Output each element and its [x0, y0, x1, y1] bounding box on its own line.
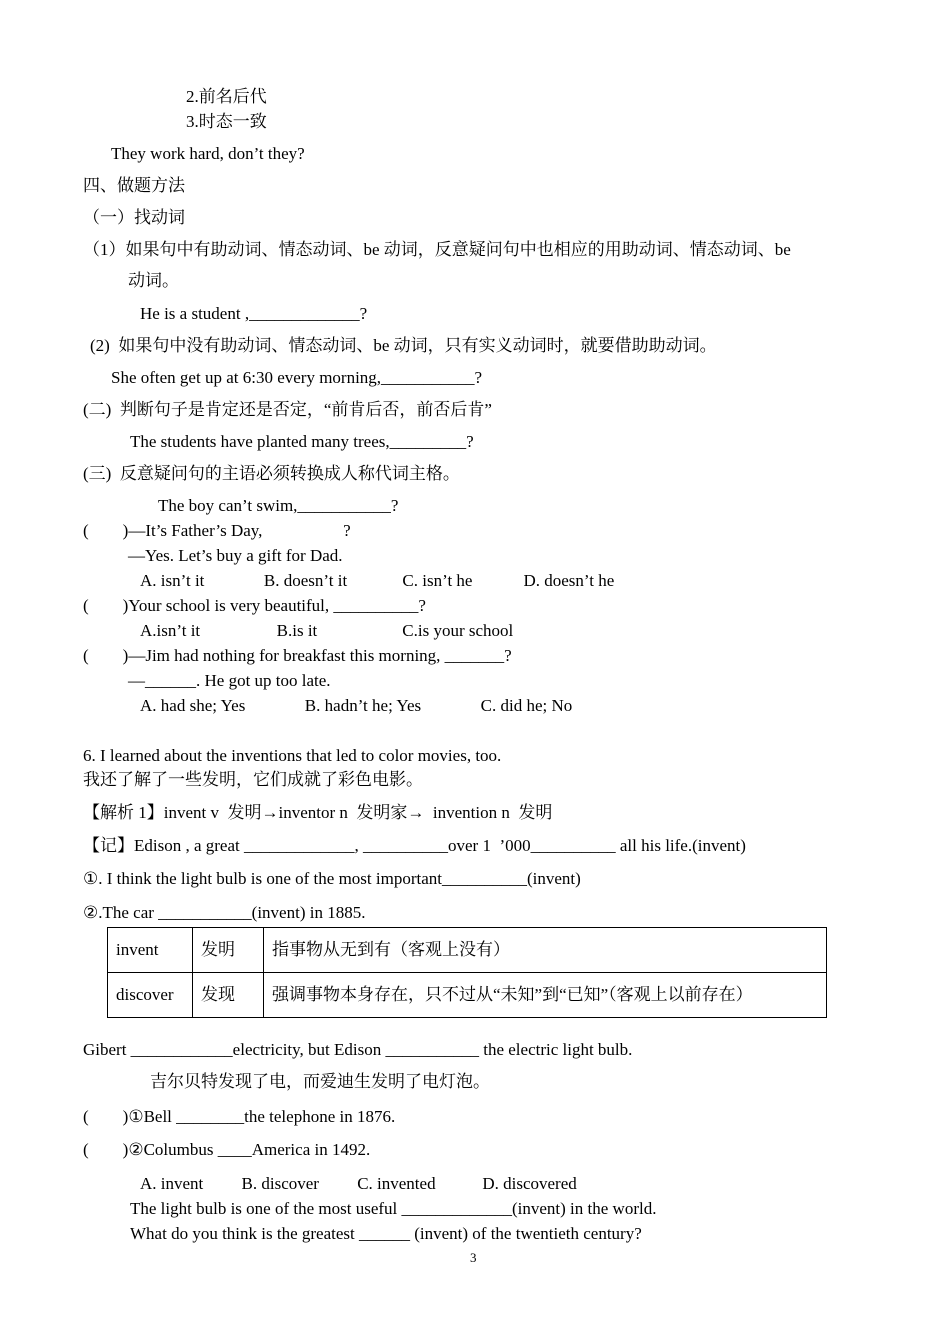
table-cell: 发现	[193, 973, 264, 1018]
question-line: ( )①Bell ________the telephone in 1876.	[83, 1107, 396, 1126]
comparison-table	[107, 927, 827, 1018]
table-cell: 强调事物本身存在，只不过从“未知”到“已知”（客观上以前存在）	[264, 973, 827, 1018]
example-sentence: The students have planted many trees,_________?	[130, 432, 474, 451]
text-line: 【解析 1】invent v 发明→inventor n 发明家→ invention n 发明	[83, 803, 553, 822]
text-line: 2.前名后代	[186, 87, 267, 106]
text-line: （1）如果句中有助动词、情态动词、be 动词，反意疑问句中也相应的用助动词、情态动词、be	[83, 240, 791, 259]
text-line: 【记】Edison , a great _____________, __________over 1 ’000__________ all his life.(invent)	[83, 836, 746, 855]
text-line: The light bulb is one of the most useful _____________(invent) in the world.	[130, 1199, 657, 1218]
section-heading: 四、做题方法	[83, 176, 185, 195]
text-line: They work hard, don’t they?	[111, 144, 305, 163]
text-line: 动词。	[128, 271, 179, 290]
text-line: ②.The car ___________(invent) in 1885.	[83, 903, 366, 922]
example-sentence: The boy can’t swim,___________?	[158, 496, 399, 515]
question-line: ( )—Jim had nothing for breakfast this morning, _______?	[83, 646, 512, 665]
subsection-heading: （一）找动词	[83, 208, 185, 227]
text-line: What do you think is the greatest ______ (invent) of the twentieth century?	[130, 1224, 642, 1243]
question-line: ( )Your school is very beautiful, __________?	[83, 596, 426, 615]
page-number: 3	[470, 1250, 477, 1265]
subsection-heading: (三) 反意疑问句的主语必须转换成人称代词主格。	[83, 464, 460, 483]
answer-options: A. isn’t it B. doesn’t it C. isn’t he D. doesn’t he	[140, 571, 615, 590]
answer-options: A.isn’t it B.is it C.is your school	[140, 621, 514, 640]
text-line: Gibert ____________electricity, but Edison ___________ the electric light bulb.	[83, 1040, 633, 1059]
text-line: 我还了解了一些发明，它们成就了彩色电影。	[83, 770, 423, 789]
text-line: ①. I think the light bulb is one of the most important__________(invent)	[83, 869, 581, 888]
table-cell: 发明	[193, 928, 264, 973]
question-line: ( )②Columbus ____America in 1492.	[83, 1140, 371, 1159]
table-cell: 指事物从无到有（客观上没有）	[264, 928, 827, 973]
subsection-heading: (二) 判断句子是肯定还是否定，“前肯后否，前否后肯”	[83, 400, 492, 419]
table-row	[108, 928, 827, 973]
example-sentence: He is a student ,_____________?	[140, 304, 368, 323]
text-line: 吉尔贝特发现了电，而爱迪生发明了电灯泡。	[150, 1072, 490, 1091]
text-line: 3.时态一致	[186, 112, 267, 131]
text-line: —Yes. Let’s buy a gift for Dad.	[128, 546, 343, 565]
answer-options: A. invent B. discover C. invented D. discovered	[140, 1174, 577, 1193]
answer-options: A. had she; Yes B. hadn’t he; Yes C. did he; No	[140, 696, 573, 715]
table-cell: invent	[108, 928, 193, 973]
question-line: ( )—It’s Father’s Day, ?	[83, 521, 351, 540]
text-line: —______. He got up too late.	[128, 671, 331, 690]
text-line: 6. I learned about the inventions that led to color movies, too.	[83, 746, 502, 765]
table-row	[108, 973, 827, 1018]
text-line: (2) 如果句中没有助动词、情态动词、be 动词，只有实义动词时，就要借助助动词。	[90, 336, 717, 355]
table-cell: discover	[108, 973, 193, 1018]
example-sentence: She often get up at 6:30 every morning,___________?	[111, 368, 483, 387]
